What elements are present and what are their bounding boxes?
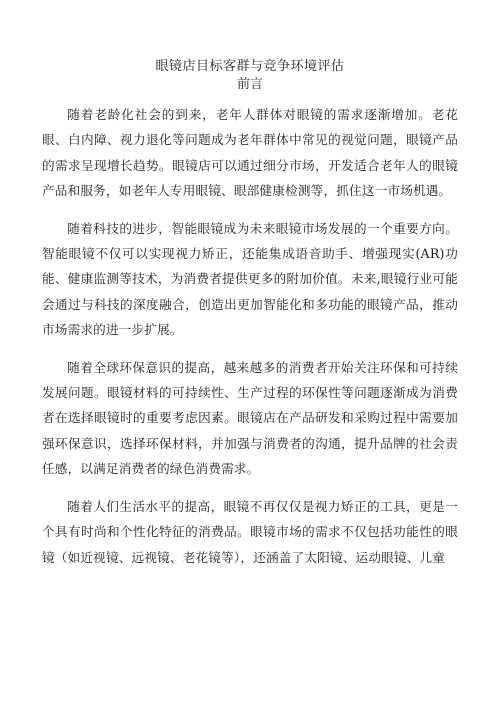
document-title: 眼镜店目标客群与竞争环境评估 <box>155 59 345 74</box>
section-heading-preface: 前言 <box>236 77 263 92</box>
paragraph-smart-glasses: 随着科技的进步，智能眼镜成为未来眼镜市场发展的一个重要方向。智能眼镜不仅可以实现视力矫正，还能集成语音助手、增强现实(AR)功能、健康监测等技术，为消费者提供更多的附加价值。未来,眼镜行业可能会通过与科技的深度融合，创造出更加智能化和多功能的眼镜产品，推动市场需求的进一步扩展。 <box>42 220 458 338</box>
paragraph-fashion-consumer: 随着人们生活水平的提高，眼镜不再仅仅是视力矫正的工具，更是一个具有时尚和个性化特征的消费品。眼镜市场的需求不仅包括功能性的眼镜（如近视镜、远视镜、老花镜等），还涵盖了太阳镜、运动眼镜、儿童 <box>42 498 458 565</box>
paragraph-aging-market: 随着老龄化社会的到来，老年人群体对眼镜的需求逐渐增加。老花眼、白内障、视力退化等问题成为老年群体中常见的视觉问题，眼镜产品的需求呈现增长趋势。眼镜店可以通过细分市场，开发适合老年人的眼镜产品和服务，如老年人专用眼镜、眼部健康检测等，抓住这一市场机遇。 <box>42 107 458 199</box>
paragraph-sustainability: 随着全球环保意识的提高，越来越多的消费者开始关注环保和可持续发展问题。眼镜材料的可持续性、生产过程的环保性等问题逐渐成为消费者在选择眼镜时的重要考虑因素。眼镜店在产品研发和采购过程中需要加强环保意识，选择环保材料，并加强与消费者的沟通，提升品牌的社会责任感，以满足消费者的绿色消费需求。 <box>42 359 458 477</box>
